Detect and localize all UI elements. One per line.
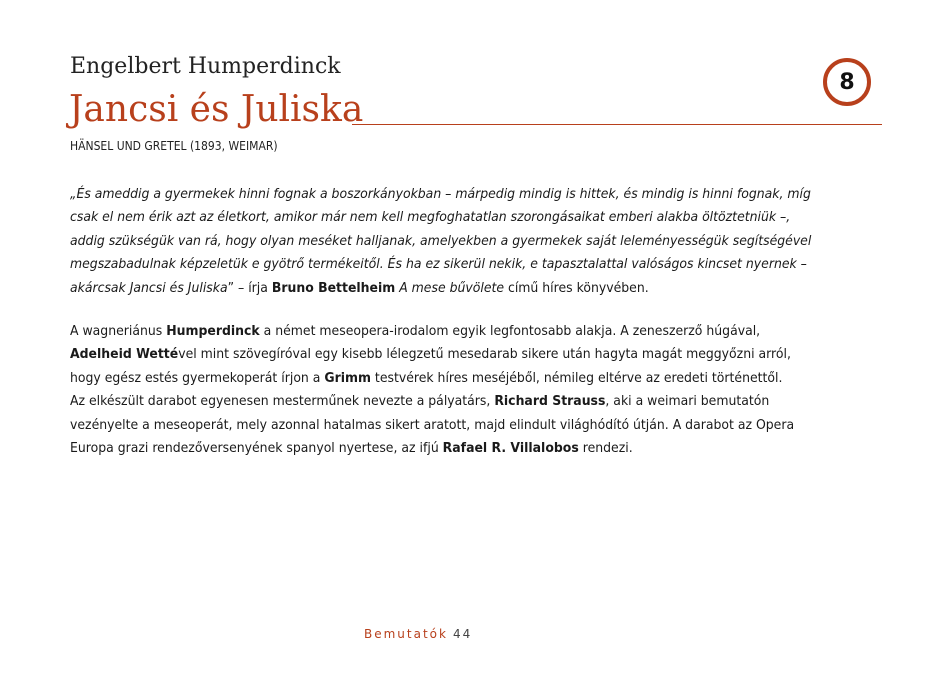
body-paragraph: [70, 320, 880, 460]
title-rule-divider: [352, 124, 882, 125]
body-text: , aki a weimari bemutatón: [605, 394, 770, 410]
number-badge: [823, 58, 871, 106]
quote-line: „És ameddig a gyermekek hinni fognak a boszorkányokban – márpedig mindig is hittek, és mindig is hinni fognak, míg: [70, 187, 811, 202]
name-humperdinck: Humperdinck: [166, 324, 260, 339]
name-wette: Adelheid Wetté: [70, 347, 179, 363]
body-text: rendezi.: [578, 441, 633, 457]
page-subtitle: HÄNSEL UND GRETEL (1893, WEIMAR): [70, 139, 278, 153]
body-text: A wagneriánus: [70, 324, 167, 339]
body-text: Europa grazi rendezőversenyének spanyol nyertese, az ifjú: [70, 441, 443, 457]
body-text: hogy egész estés gyermekoperát írjon a: [70, 370, 325, 386]
quote-line: megszabadulnak képzeletük e gyötrő termékeitől. És ha ez sikerül nekik, e tapasztalattal valóságos kincset nyernek –: [70, 257, 807, 273]
body-line: vezényelte a meseoperát, mely azonnal hatalmas sikert aratott, majd elindult világhódító útján. A darabot az Opera: [70, 417, 795, 433]
body-line: [70, 343, 880, 366]
name-villalobos: Rafael R. Villalobos: [442, 441, 579, 457]
quote-attribution: ” – írja: [227, 280, 272, 296]
quote-line: addig szükségük van rá, hogy olyan meséket halljanak, amelyekben a gyermekek saját leleményességük segítségével: [70, 233, 812, 249]
quote-attribution-end: című híres könyvében.: [504, 280, 649, 296]
book-title: A mese bűvölete: [399, 280, 505, 296]
page-title: Jancsi és Juliska: [69, 89, 364, 130]
quote-line: csak el nem érik azt az életkort, amikor már nem kell megfoghatatlan szorongásaikat emberi alakba öltöztetniük –,: [70, 210, 791, 226]
body-line: [70, 390, 880, 413]
name-strauss: Richard Strauss: [494, 394, 606, 410]
quote-paragraph: [70, 183, 880, 300]
quote-tail-italic: akárcsak Jancsi és Juliska: [70, 280, 228, 296]
badge-number: 8: [839, 69, 855, 95]
body-line: [70, 437, 880, 460]
footer-page-number: 44: [453, 627, 473, 641]
name-grimm: Grimm: [324, 370, 371, 386]
body-text: vel mint szövegíróval egy kisebb lélegzetű mesedarab sikere után hagyta magát meggyőzni arról,: [178, 347, 791, 363]
body-line: [70, 367, 880, 390]
composer-name: Engelbert Humperdinck: [70, 54, 341, 79]
body-text: a német meseopera-irodalom egyik legfontosabb alakja. A zeneszerző húgával,: [259, 324, 761, 339]
body-text: testvérek híres meséjéből, némileg eltérve az eredeti történettől.: [370, 370, 783, 386]
page-footer: [0, 627, 944, 647]
quote-author: Bruno Bettelheim: [271, 280, 396, 296]
body-line: [70, 320, 880, 343]
footer-section-label: Bemutatók: [364, 627, 448, 641]
quote-line: [70, 277, 880, 300]
body-text: Az elkészült darabot egyenesen mesterműnek nevezte a pályatárs,: [70, 394, 495, 410]
